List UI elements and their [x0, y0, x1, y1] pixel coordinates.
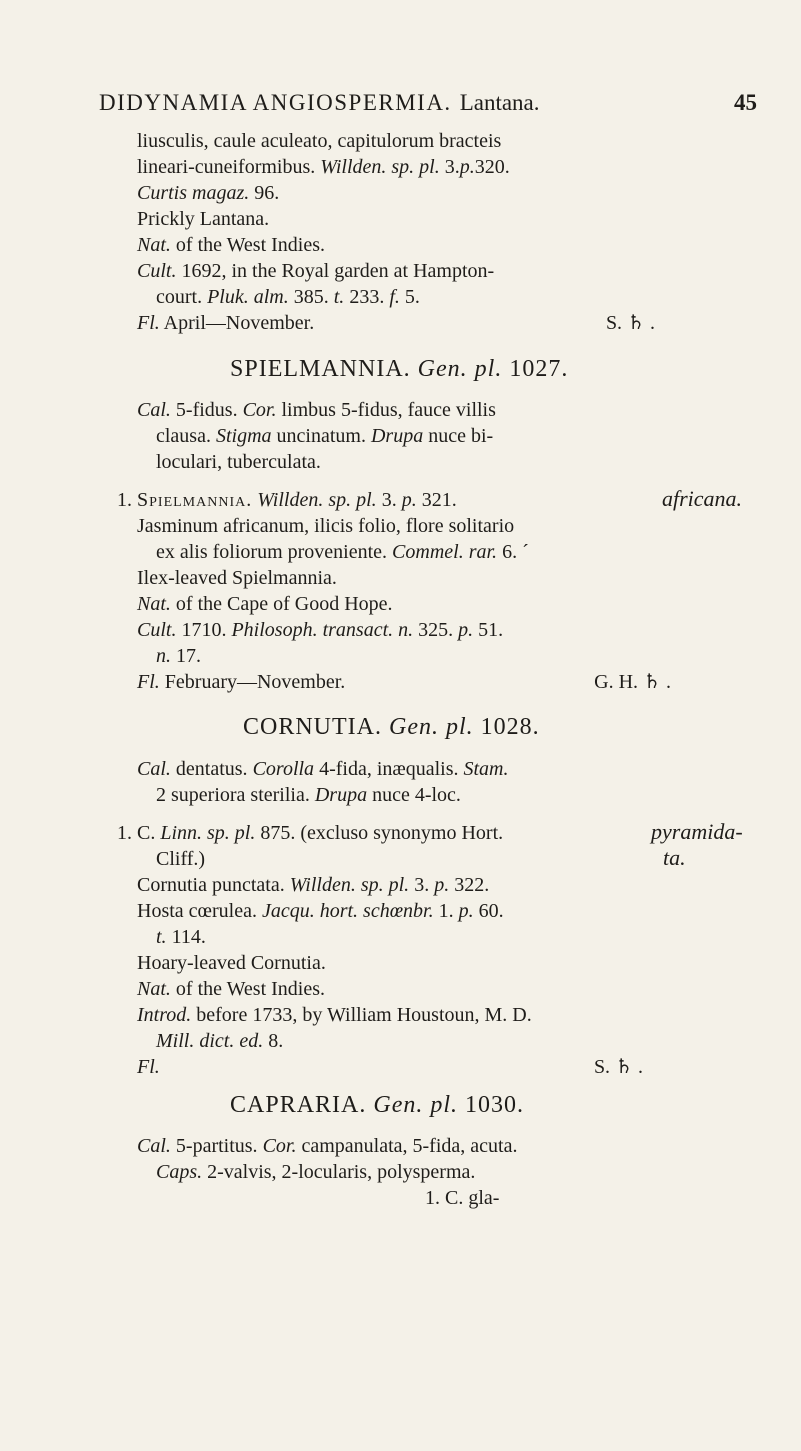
header-class: DIDYNAMIA ANGIOSPERMIA. Lantana. [99, 90, 540, 115]
text-line: Mill. dict. ed. 8. [156, 1030, 284, 1052]
text-line: Cal. 5-fidus. Cor. limbus 5-fidus, fauce villis [137, 399, 496, 421]
habitat-symbol: S. ♄ . [605, 312, 655, 334]
page-number: 45 [734, 90, 757, 115]
text-line: t. 114. [156, 926, 206, 948]
genus-heading: CAPRARIA. Gen. pl. 1030. [230, 1092, 525, 1118]
text-line: lineari-cuneiformibus. Willden. sp. pl. 3.p.320. [137, 156, 510, 178]
text-line: Cal. dentatus. Corolla 4-fida, inæqualis. Stam. [137, 758, 509, 780]
running-header [99, 88, 757, 118]
text-line: Nat. of the Cape of Good Hope. [137, 593, 393, 615]
text-line: Hosta cœrulea. Jacqu. hort. schœnbr. 1. p. 60. [137, 900, 504, 922]
text-line: Nat. of the West Indies. [137, 234, 326, 256]
text-line: Fl. April—November. [137, 312, 315, 334]
text-line: Jasminum africanum, ilicis folio, flore solitario [137, 515, 515, 537]
text-line: Hoary-leaved Cornutia. [137, 952, 326, 974]
text-line: Cult. 1710. Philosoph. transact. n. 325. p. 51. [137, 619, 504, 641]
text-line: Introd. before 1733, by William Houstoun, M. D. [137, 1004, 532, 1026]
text-line: Fl. February—November. [137, 671, 346, 693]
text-line: liusculis, caule aculeato, capitulorum bracteis [137, 130, 502, 152]
species-epithet-cont: ta. [663, 845, 686, 870]
text-line: Cornutia punctata. Willden. sp. pl. 3. p. 322. [137, 874, 490, 896]
text-line: Cal. 5-partitus. Cor. campanulata, 5-fida, acuta. [137, 1135, 518, 1157]
text-line: clausa. Stigma uncinatum. Drupa nuce bi- [156, 425, 494, 447]
text-line: Nat. of the West Indies. [137, 978, 326, 1000]
text-line: 2 superiora sterilia. Drupa nuce 4-loc. [156, 784, 461, 806]
text-line: Ilex-leaved Spielmannia. [137, 567, 337, 589]
text-line: ex alis foliorum proveniente. Commel. rar. 6. ´ [156, 541, 529, 563]
text-line: Cult. 1692, in the Royal garden at Hampton- [137, 260, 495, 282]
genus-heading: CORNUTIA. Gen. pl. 1028. [243, 714, 540, 740]
text-line: Fl. [137, 1056, 160, 1078]
text-line: n. 17. [156, 645, 201, 667]
species-epithet: africana. [662, 486, 743, 511]
text-line: Cliff.) [156, 848, 206, 870]
text-line: 1. C. Linn. sp. pl. 875. (excluso synonymo Hort. [117, 822, 504, 844]
text-line: court. Pluk. alm. 385. t. 233. f. 5. [156, 286, 420, 308]
text-line: 1. Spielmannia. Willden. sp. pl. 3. p. 321. [117, 489, 457, 511]
catchword: 1. C. gla- [425, 1187, 500, 1209]
text-line: Curtis magaz. 96. [137, 182, 280, 204]
text-line: Caps. 2-valvis, 2-locularis, polysperma. [156, 1161, 476, 1183]
habitat-symbol: G. H. ♄ . [594, 671, 671, 693]
header-genus: Lantana. [459, 90, 540, 115]
text-line: loculari, tuberculata. [156, 451, 321, 473]
habitat-symbol: S. ♄ . [593, 1056, 643, 1078]
text-line: Prickly Lantana. [137, 208, 270, 230]
species-epithet: pyramida- [651, 819, 743, 844]
genus-heading: SPIELMANNIA. Gen. pl. 1027. [230, 356, 569, 382]
